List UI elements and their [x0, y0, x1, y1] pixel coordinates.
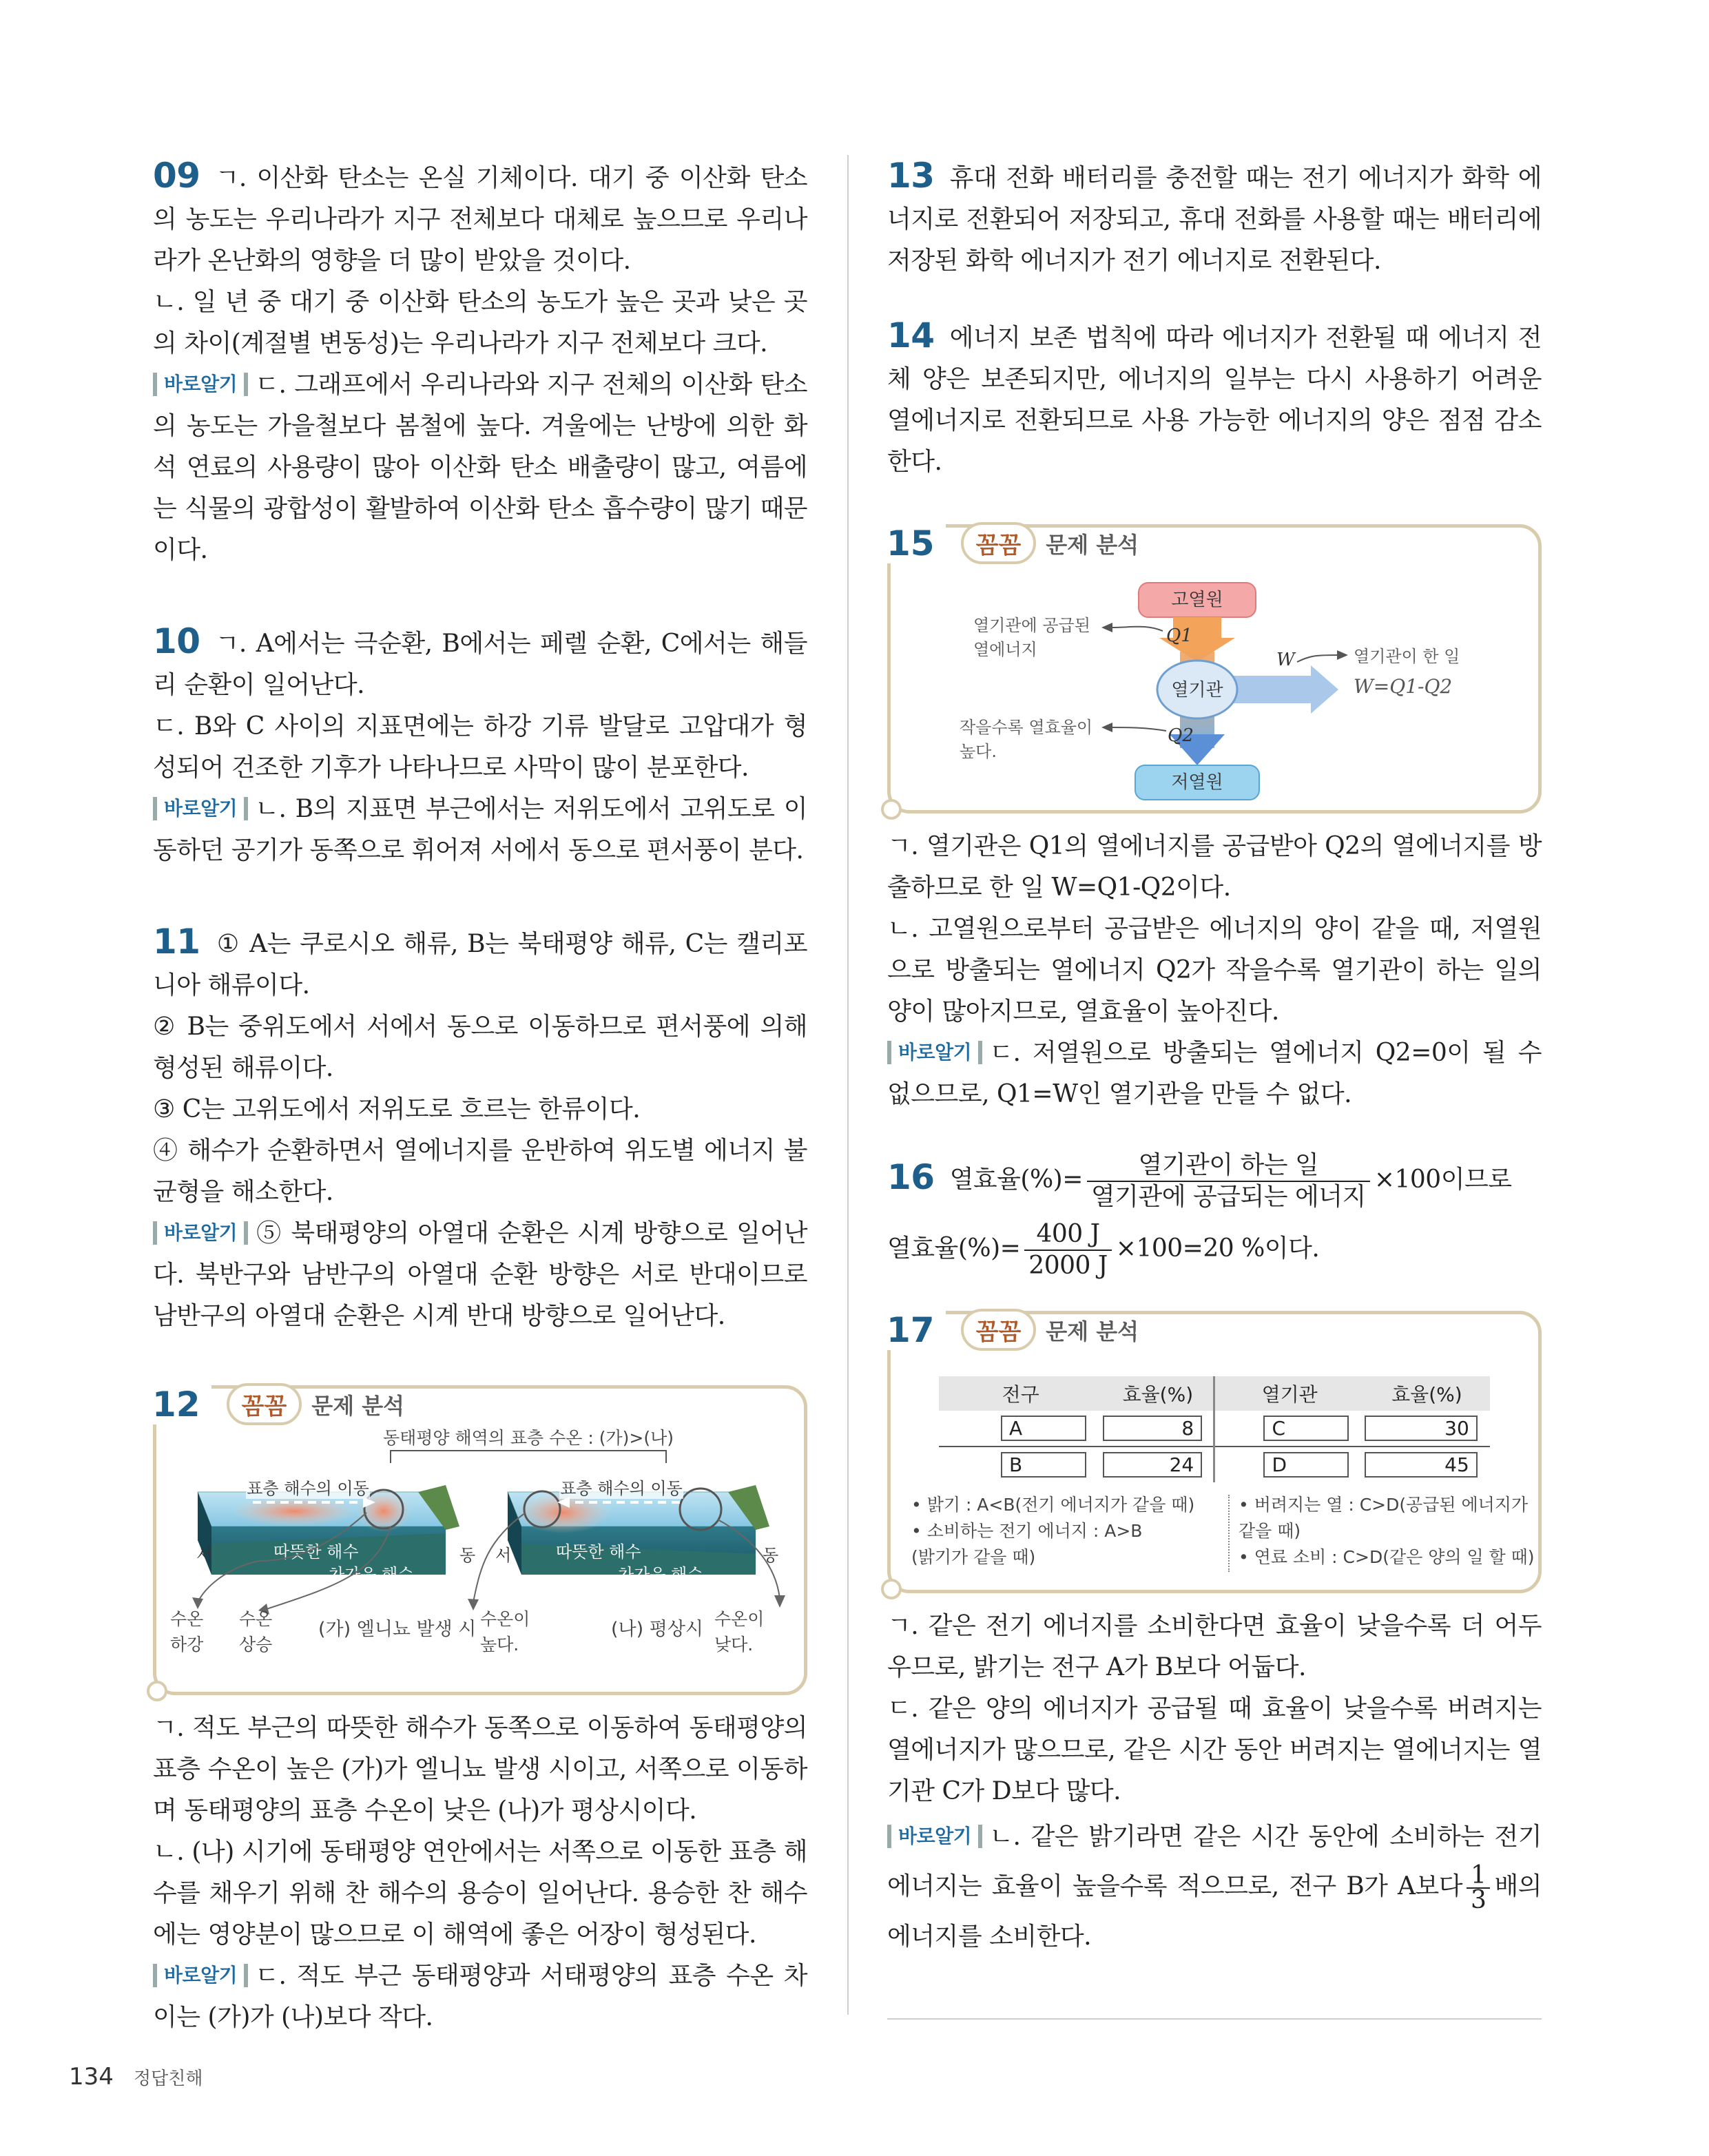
svg-text:높다.: 높다. — [480, 1635, 519, 1655]
notes-right — [1239, 1492, 1535, 1571]
table-header: 열기관 — [1261, 1383, 1318, 1406]
correction-tag: 바로알기 — [153, 1964, 248, 1987]
question-number: 14 — [887, 315, 935, 355]
fraction-denominator: 2000 J — [1028, 1252, 1108, 1280]
svg-text:높다.: 높다. — [960, 742, 997, 761]
table-cell: A — [1001, 1416, 1086, 1441]
value-fraction — [1024, 1219, 1112, 1281]
q1-label: 열기관에 공급된 — [973, 616, 1090, 635]
answer-16 — [887, 1143, 1542, 1283]
answer-text: ㄱ. A에서는 극순환, B에서는 페렐 순환, C에서는 해들리 순환이 일어난다. — [153, 630, 807, 699]
correction-tag: 바로알기 — [887, 1825, 982, 1848]
formula-lhs: 열효율(%)= — [887, 1234, 1021, 1263]
table-header: 효율(%) — [1391, 1383, 1462, 1406]
answer-text: ㄴ. 같은 밝기라면 같은 시간 동안에 소비하는 전기 에너지는 효율이 높을수록 적으므로, 전구 B가 A보다 — [887, 1823, 1542, 1900]
answer-text: ㄱ. 열기관은 Q1의 열에너지를 공급받아 Q2의 열에너지를 방출하므로 한 일 W=Q1-Q2이다. — [887, 832, 1542, 902]
fraction-denominator: 열기관에 공급되는 에너지 — [1090, 1183, 1366, 1211]
bottom-rule — [887, 2018, 1542, 2020]
svg-text:상승: 상승 — [239, 1635, 273, 1655]
correction-tag: 바로알기 — [887, 1041, 982, 1064]
answer-text: ㄷ. 같은 양의 에너지가 공급될 때 효율이 낮을수록 버려지는 열에너지가 많으므로, 같은 시간 동안 버려지는 열에너지는 열기관 C가 D보다 많다. — [887, 1694, 1542, 1805]
answer-text: ㄷ. 그래프에서 우리나라와 지구 전체의 이산화 탄소의 농도는 가을철보다 봄철에 높다. 겨울에는 난방에 의한 화석 연료의 사용량이 많아 이산화 탄소 배출량이 많고, 여름에는 식물의 광합성이 활발하여 이산화 탄소 흡수량이 많기 때문이다. — [153, 371, 807, 564]
table-cell: 45 — [1365, 1452, 1478, 1478]
table-cell: D — [1263, 1452, 1349, 1478]
correction-tag: 바로알기 — [153, 373, 248, 396]
answer-text: ㄱ. 같은 전기 에너지를 소비한다면 효율이 낮을수록 더 어두우므로, 밝기는 전구 A가 B보다 어둡다. — [887, 1612, 1542, 1681]
kkomkkom-badge: 꼼꼼 — [227, 1383, 302, 1425]
answer-text: 배의 에너지를 소비한다. — [887, 1872, 1542, 1951]
efficiency-fraction — [1087, 1150, 1370, 1212]
figure-top-label: 동태평양 해역의 표층 수온 : (가)>(나) — [382, 1428, 674, 1448]
answer-text: ㄴ. 일 년 중 대기 중 이산화 탄소의 농도가 높은 곳과 낮은 곳의 차이(계절별 변동성)는 우리나라가 지구 전체보다 크다. — [153, 288, 807, 357]
box-knob — [881, 1579, 902, 1599]
answer-17 — [887, 1311, 1542, 1962]
table-cell: 8 — [1103, 1416, 1202, 1441]
correction-tag: 바로알기 — [153, 797, 248, 820]
svg-text:열에너지: 열에너지 — [973, 640, 1037, 659]
temp-drop-label: 수온 — [170, 1609, 204, 1629]
w-equation: W=Q1-Q2 — [1354, 675, 1453, 698]
answer-text: 에너지 보존 법칙에 따라 에너지가 전환될 때 에너지 전체 양은 보존되지만, 에너지의 일부는 다시 사용하기 어려운 열에너지로 전환되므로 사용 가능한 에너지의 양은 점점 감소한다. — [887, 324, 1542, 476]
fraction-numerator: 1 — [1467, 1864, 1490, 1889]
table-header: 전구 — [1002, 1383, 1039, 1406]
badge-title: 문제 분석 — [311, 1392, 405, 1419]
question-number: 11 — [153, 922, 200, 962]
right-column — [887, 155, 1542, 1962]
note-item: • 밝기 : A<B(전기 에너지가 같을 때) — [911, 1495, 1195, 1515]
temp-low-label: 수온이 — [714, 1609, 765, 1629]
question-number: 13 — [887, 156, 935, 196]
cold-water-label: 차가운 해수 — [618, 1565, 703, 1584]
note-item: • 연료 소비 : C>D(같은 양의 일 할 때) — [1239, 1547, 1535, 1567]
answer-11 — [153, 921, 807, 1337]
answer-13 — [887, 155, 1542, 282]
warm-water-label: 따뜻한 해수 — [273, 1542, 359, 1562]
answer-12 — [153, 1385, 807, 2038]
w-symbol: W — [1276, 650, 1295, 670]
efficiency-table — [939, 1376, 1490, 1482]
svg-text:낮다.: 낮다. — [714, 1635, 754, 1655]
cold-reservoir-label: 저열원 — [1171, 772, 1223, 793]
answer-14 — [887, 315, 1542, 483]
answer-text: ㄴ. (나) 시기에 동태평양 연안에서는 서쪽으로 이동한 표층 해수를 채우기 위해 찬 해수의 용승이 일어난다. 용승한 찬 해수에는 영양분이 많으므로 이 해역에 좋은 어장이 형성된다. — [153, 1838, 807, 1949]
note-item: • 소비하는 전기 에너지 : A>B — [911, 1521, 1143, 1541]
caption-b: (나) 평상시 — [611, 1619, 703, 1640]
notes-left — [911, 1492, 1228, 1571]
answer-15 — [887, 524, 1542, 1115]
question-number: 12 — [152, 1385, 211, 1424]
analysis-box — [887, 1311, 1542, 1593]
answer-10 — [153, 621, 807, 871]
table-cell: C — [1263, 1416, 1349, 1441]
engine-label: 열기관 — [1171, 680, 1223, 701]
table-cell: B — [1001, 1452, 1086, 1478]
temp-rise-label: 수온 — [239, 1609, 273, 1629]
footer-label: 정답친해 — [134, 2069, 203, 2089]
east-label: 동 — [763, 1546, 779, 1565]
column-divider — [847, 155, 849, 2015]
surface-move-label: 표층 해수의 이동 — [247, 1479, 369, 1498]
notes-divider — [1228, 1495, 1230, 1572]
efficiency-table-wrap — [939, 1376, 1490, 1482]
kkomkkom-badge: 꼼꼼 — [961, 1309, 1037, 1351]
correction-tag: 바로알기 — [153, 1221, 248, 1245]
heat-engine-figure — [891, 528, 1538, 803]
answer-09 — [153, 155, 807, 571]
answer-text: ㄴ. 고열원으로부터 공급받은 에너지의 양이 같을 때, 저열원으로 방출되는 열에너지 Q2가 작을수록 열기관이 하는 일의 양이 많아지므로, 열효율이 높아진다. — [887, 915, 1542, 1026]
hot-reservoir-label: 고열원 — [1171, 590, 1223, 610]
fraction-numerator: 400 J — [1024, 1219, 1112, 1251]
table-cell: 24 — [1103, 1452, 1202, 1478]
question-number: 10 — [153, 621, 200, 661]
formula-rhs: ×100=20 %이다. — [1115, 1234, 1320, 1263]
west-label: 서 — [495, 1546, 512, 1565]
table-cell: 30 — [1365, 1416, 1478, 1441]
formula-lhs: 열효율(%)= — [949, 1165, 1083, 1194]
formula-rhs: ×100이므로 — [1374, 1165, 1512, 1194]
answer-text: ㄷ. 저열원으로 방출되는 열에너지 Q2=0이 될 수 없으므로, Q1=W인 열기관을 만들 수 없다. — [887, 1039, 1542, 1108]
question-number: 16 — [887, 1157, 935, 1197]
analysis-box — [153, 1385, 807, 1695]
kkomkkom-badge: 꼼꼼 — [961, 522, 1037, 564]
answer-text: ① A는 쿠로시오 해류, B는 북태평양 해류, C는 캘리포니아 해류이다. — [153, 930, 807, 999]
answer-text: 휴대 전화 배터리를 충전할 때는 전기 에너지가 화학 에너지로 전환되어 저장되고, 휴대 전화를 사용할 때는 배터리에 저장된 화학 에너지가 전기 에너지로 전환된다. — [887, 164, 1542, 275]
q2-label: 작을수록 열효율이 — [960, 718, 1093, 737]
answer-text: ② B는 중위도에서 서에서 동으로 이동하므로 편서풍에 의해 형성된 해류이다. — [153, 1013, 807, 1082]
table-header: 효율(%) — [1102, 1376, 1214, 1411]
note-item: • 버려지는 열 : C>D(공급된 에너지가 같을 때) — [1239, 1495, 1529, 1541]
east-label: 동 — [459, 1546, 476, 1565]
temp-high-label: 수온이 — [480, 1609, 530, 1629]
caption-a: (가) 엘니뇨 발생 시 — [318, 1619, 477, 1640]
answer-text: ⑤ 북태평양의 아열대 순환은 시계 방향으로 일어난다. 북반구와 남반구의 아열대 순환 방향은 서로 반대이므로 남반구의 아열대 순환은 시계 반대 방향으로 일어난다. — [153, 1219, 807, 1330]
question-number: 09 — [153, 156, 200, 196]
el-nino-figure — [156, 1389, 804, 1685]
q1-symbol: Q1 — [1166, 625, 1192, 646]
page-footer — [69, 2063, 203, 2091]
analysis-box — [887, 524, 1542, 813]
question-number: 15 — [887, 524, 946, 563]
cold-water-label: 차가운 해수 — [329, 1565, 414, 1584]
page-number: 134 — [69, 2063, 114, 2091]
badge-title: 문제 분석 — [1046, 1318, 1139, 1345]
box-knob — [147, 1681, 167, 1701]
answer-text: ㄷ. 적도 부근 동태평양과 서태평양의 표층 수온 차이는 (가)가 (나)보다 작다. — [153, 1962, 807, 2031]
note-item: (밝기가 같을 때) — [911, 1547, 1036, 1567]
question-number: 17 — [887, 1310, 946, 1350]
answer-text: ㄴ. B의 지표면 부근에서는 저위도에서 고위도로 이동하던 공기가 동쪽으로 휘어져 서에서 동으로 편서풍이 분다. — [153, 795, 807, 864]
badge-title: 문제 분석 — [1046, 531, 1139, 558]
answer-text: ㄱ. 적도 부근의 따뜻한 해수가 동쪽으로 이동하여 동태평양의 표층 수온이 높은 (가)가 엘니뇨 발생 시이고, 서쪽으로 이동하며 동태평양의 표층 수온이 낮은 (나)가 평상시이다. — [153, 1714, 807, 1825]
answer-text: ④ 해수가 순환하면서 열에너지를 운반하여 위도별 에너지 불균형을 해소한다. — [153, 1137, 807, 1206]
warm-water-label: 따뜻한 해수 — [556, 1542, 641, 1562]
answer-text: ㄷ. B와 C 사이의 지표면에는 하강 기류 발달로 고압대가 형성되어 건조한 기후가 나타나므로 사막이 많이 분포한다. — [153, 712, 807, 782]
surface-move-label: 표층 해수의 이동 — [560, 1479, 683, 1498]
fraction-denominator: 3 — [1471, 1886, 1487, 1914]
west-label: 서 — [196, 1546, 213, 1565]
answer-text: ㄱ. 이산화 탄소는 온실 기체이다. 대기 중 이산화 탄소의 농도는 우리나라가 지구 전체보다 대체로 높으므로 우리나라가 온난화의 영향을 더 많이 받았을 것이다. — [153, 164, 807, 275]
fraction-numerator: 열기관이 하는 일 — [1087, 1150, 1370, 1182]
one-third-fraction — [1467, 1861, 1490, 1914]
q2-symbol: Q2 — [1168, 725, 1194, 746]
box-knob — [881, 799, 902, 820]
left-column — [153, 155, 807, 2038]
svg-text:하강: 하강 — [170, 1635, 204, 1655]
w-label: 열기관이 한 일 — [1354, 647, 1460, 666]
answer-text: ③ C는 고위도에서 저위도로 흐르는 한류이다. — [153, 1095, 641, 1123]
